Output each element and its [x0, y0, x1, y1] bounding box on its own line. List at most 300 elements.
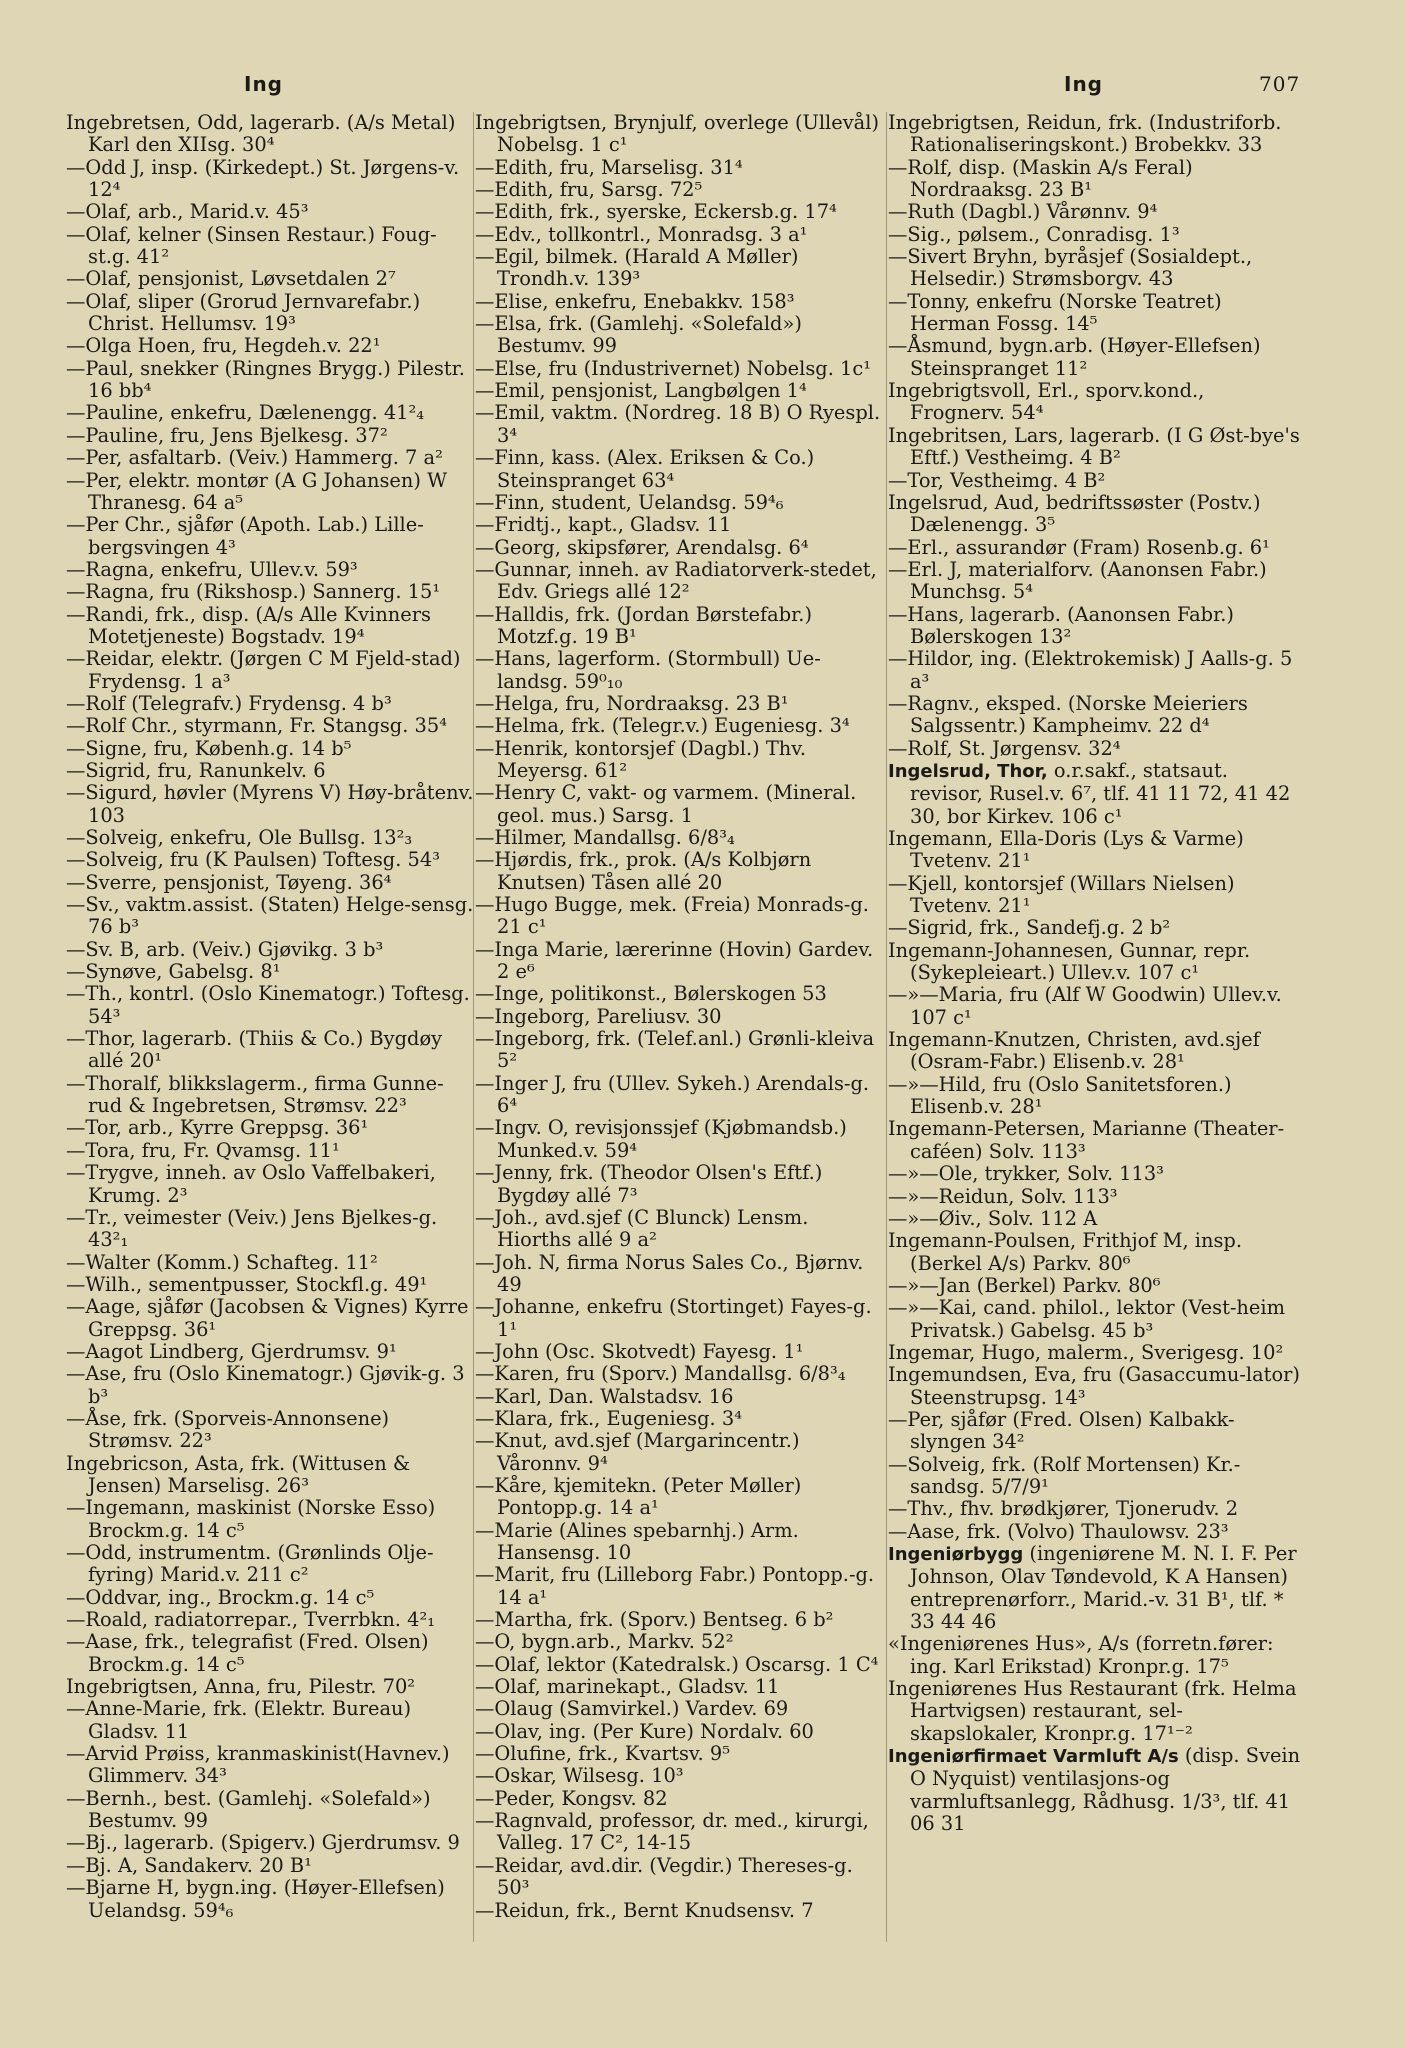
entry-text: —Bernh., best. (Gamlehj. «Solefald») Bestumv. 99 — [66, 1786, 431, 1833]
directory-entry — [888, 470, 1304, 492]
entry-text: —Johanne, enkefru (Stortinget) Fayes-g. 1¹ — [475, 1295, 872, 1341]
directory-entry — [888, 1163, 1304, 1185]
directory-entry — [475, 313, 883, 358]
entry-text: —Hans, lagerform. (Stormbull) Ue-landsg. 59⁰₁₀ — [475, 647, 821, 693]
entry-text: —Per, elektr. montør (A G Johansen) W Thranesg. 64 a⁵ — [66, 468, 448, 514]
entry-text: —Else, fru (Industrivernet) Nobelsg. 1c¹ — [475, 356, 872, 380]
entry-text: —Edith, fru, Marselisg. 31⁴ — [475, 155, 743, 179]
entry-text: —Helma, frk. (Telegr.v.) Eugeniesg. 3⁴ — [475, 714, 850, 738]
entry-text: —Ase, fru (Oslo Kinematogr.) Gjøvik-g. 3 b³ — [66, 1362, 465, 1408]
directory-entry — [66, 1140, 474, 1162]
directory-entry — [888, 984, 1304, 1029]
entry-text: —Oskar, Wilsesg. 10³ — [475, 1764, 684, 1788]
directory-entry — [888, 1230, 1304, 1275]
directory-entry — [475, 1520, 883, 1565]
entry-text: Ingemar, Hugo, malerm., Sverigesg. 10² — [888, 1340, 1284, 1364]
directory-entry — [66, 1207, 474, 1252]
directory-entry — [66, 201, 474, 223]
directory-entry — [475, 738, 883, 783]
directory-entry — [66, 402, 474, 424]
directory-entry — [475, 1252, 883, 1297]
directory-entry — [66, 1363, 474, 1408]
entry-text: Ingebritsen, Lars, lagerarb. (I G Øst-bye's Eftf.) Vestheimg. 4 B² — [888, 423, 1300, 470]
entry-text: «Ingeniørenes Hus», A/s (forretn.fører: ing. Karl Erikstad) Kronpr.g. 17⁵ — [888, 1632, 1274, 1678]
directory-entry — [66, 1743, 474, 1788]
directory-entry — [66, 291, 474, 336]
entry-text: —Tor, Vestheimg. 4 B² — [888, 468, 1106, 492]
entry-text: —Halldis, frk. (Jordan Børstefabr.) Motzf.g. 19 B¹ — [475, 602, 813, 648]
directory-entry — [66, 738, 474, 760]
entry-text: —Joh., avd.sjef (C Blunck) Lensm. Hiorths allé 9 a² — [475, 1205, 809, 1252]
directory-entry — [888, 112, 1304, 157]
directory-entry — [888, 1208, 1304, 1230]
entry-text: —Erl., assurandør (Fram) Rosenb.g. 6¹ — [888, 535, 1270, 559]
entry-text: —Solveig, enkefru, Ole Bullsg. 13²₃ — [66, 826, 413, 849]
directory-column-2 — [475, 112, 883, 1922]
entry-text: —Olaf, kelner (Sinsen Restaur.) Foug-st.g. 41² — [66, 222, 437, 269]
entry-text: —Karen, fru (Sporv.) Mandallsg. 6/8³₄ — [475, 1362, 846, 1386]
directory-entry — [66, 782, 474, 827]
entry-text: Ingemann-Poulsen, Frithjof M, insp. (Berkel A/s) Parkv. 80⁶ — [888, 1229, 1243, 1275]
directory-entry — [475, 201, 883, 223]
directory-entry — [475, 1207, 883, 1252]
entry-text: —Ingeborg, frk. (Telef.anl.) Grønli-kleiva 5² — [475, 1027, 875, 1073]
directory-entry — [888, 559, 1304, 604]
entry-text: —Åse, frk. (Sporveis-Annonsene) Strømsv. 22³ — [66, 1406, 390, 1453]
directory-entry — [475, 983, 883, 1005]
running-head-left: Ing — [244, 72, 283, 96]
entry-text: —Ingemann, maskinist (Norske Esso) Brockm.g. 14 c⁵ — [66, 1496, 436, 1542]
entry-text: —Anne-Marie, frk. (Elektr. Bureau) Gladsv. 11 — [66, 1697, 412, 1743]
directory-entry — [475, 1430, 883, 1475]
entry-text: Ingebrigtsen, Brynjulf, overlege (Ullevål) Nobelsg. 1 c¹ — [475, 111, 880, 157]
entry-text: —Tr., veimester (Veiv.) Jens Bjelkes-g. 43²₁ — [66, 1205, 438, 1252]
directory-entry — [475, 224, 883, 246]
directory-entry — [66, 604, 474, 649]
directory-entry — [66, 1117, 474, 1139]
directory-entry — [475, 358, 883, 380]
directory-entry — [475, 715, 883, 737]
directory-entry — [66, 112, 474, 157]
entry-text: —Olaug (Samvirkel.) Vardev. 69 — [475, 1697, 789, 1721]
entry-text: —Sv., vaktm.assist. (Staten) Helge-sensg. 76 b³ — [66, 893, 474, 939]
entry-text: o.r.sakf., statsaut. revisor, Rusel.v. 6⁷, tlf. 41 11 72, 41 42 30, bor Kirkev. 106 c¹ — [910, 758, 1291, 828]
entry-text: —Per Chr., sjåfør (Apoth. Lab.) Lille-bergsvingen 4³ — [66, 513, 424, 559]
entry-text: —Klara, frk., Eugeniesg. 3⁴ — [475, 1406, 742, 1430]
entry-text: —Roald, radiatorrepar., Tverrbkn. 4²₁ — [66, 1608, 436, 1632]
entry-text: —Sigrid, fru, Ranunkelv. 6 — [66, 758, 326, 782]
directory-entry — [475, 112, 883, 157]
directory-entry — [888, 648, 1304, 693]
entry-text: —Bj., lagerarb. (Spigerv.) Gjerdrumsv. 9 — [66, 1831, 460, 1855]
directory-entry — [66, 1341, 474, 1363]
directory-entry — [475, 1363, 883, 1385]
entry-text: —Georg, skipsfører, Arendalsg. 6⁴ — [475, 535, 809, 559]
entry-text: —»—Ole, trykker, Solv. 113³ — [888, 1162, 1164, 1186]
directory-entry — [66, 715, 474, 737]
directory-entry — [66, 1073, 474, 1118]
entry-text: —Olav, ing. (Per Kure) Nordalv. 60 — [475, 1719, 814, 1743]
entry-text: —»—Øiv., Solv. 112 A — [888, 1206, 1098, 1230]
directory-entry — [66, 358, 474, 403]
directory-entry — [475, 1721, 883, 1743]
directory-entry — [66, 1788, 474, 1833]
entry-text: —Wilh., sementpusser, Stockfl.g. 49¹ — [66, 1272, 428, 1296]
directory-entry — [475, 1408, 883, 1430]
directory-entry — [66, 1832, 474, 1854]
entry-text: —Per, asfaltarb. (Veiv.) Hammerg. 7 a² — [66, 446, 443, 470]
directory-column-3 — [888, 112, 1304, 1835]
directory-entry — [475, 1006, 883, 1028]
entry-text: —Aagot Lindberg, Gjerdrumsv. 9¹ — [66, 1339, 397, 1363]
entry-text: —Oddvar, ing., Brockm.g. 14 c⁵ — [66, 1585, 375, 1609]
entry-text: —Per, sjåfør (Fred. Olsen) Kalbakk-slyngen 34² — [888, 1407, 1235, 1454]
directory-entry — [66, 1609, 474, 1631]
entry-text: —Ragnv., eksped. (Norske Meieriers Salgssentr.) Kampheimv. 22 d⁴ — [888, 691, 1248, 738]
directory-entry — [888, 1678, 1304, 1745]
entry-text: —Thoralf, blikkslagerm., firma Gunne-rud & Ingebretsen, Strømsv. 22³ — [66, 1071, 444, 1118]
entry-text: —Henry C, vakt- og varmem. (Mineral. geol. mus.) Sarsg. 1 — [475, 781, 857, 827]
directory-entry — [888, 246, 1304, 291]
entry-text: —Th., kontrl. (Oslo Kinematogr.) Toftesg. 54³ — [66, 982, 470, 1028]
entry-text: Ingemann-Petersen, Marianne (Theater-caféen) Solv. 113³ — [888, 1117, 1285, 1163]
entry-text: —Inge, politikonst., Bølerskogen 53 — [475, 982, 827, 1006]
entry-text: —Sigurd, høvler (Myrens V) Høy-bråtenv. 103 — [66, 781, 474, 827]
entry-text: —Karl, Dan. Walstadsv. 16 — [475, 1384, 734, 1408]
entry-text: —Sivert Bryhn, byråsjef (Sosialdept., Helsedir.) Strømsborgv. 43 — [888, 245, 1253, 291]
entry-text: —Trygve, inneh. av Oslo Vaffelbakeri, Krumg. 2³ — [66, 1161, 436, 1207]
directory-entry — [475, 1743, 883, 1765]
directory-entry — [888, 1186, 1304, 1208]
directory-entry — [888, 738, 1304, 760]
directory-entry — [475, 1788, 883, 1810]
directory-entry — [66, 693, 474, 715]
entry-text: —Aage, sjåfør (Jacobsen & Vignes) Kyrre Greppsg. 36¹ — [66, 1295, 469, 1341]
entry-text: —Odd, instrumentm. (Grønlinds Olje-fyring) Marid.v. 211 c² — [66, 1541, 434, 1587]
entry-text: —Pauline, enkefru, Dælenengg. 41²₄ — [66, 401, 425, 425]
entry-text: Ingebrigtsen, Anna, fru, Pilestr. 70² — [66, 1675, 416, 1699]
entry-text: —Jenny, frk. (Theodor Olsen's Eftf.) Bygdøy allé 7³ — [475, 1161, 823, 1207]
directory-entry — [66, 894, 474, 939]
directory-entry — [888, 604, 1304, 649]
entry-bold-name: Ingeniørbygg — [888, 1544, 1024, 1565]
directory-entry — [66, 1296, 474, 1341]
entry-text: —Knut, avd.sjef (Margarincentr.) Våronnv. 9⁴ — [475, 1429, 800, 1475]
entry-text: —Tor, arb., Kyrre Greppsg. 36¹ — [66, 1116, 369, 1140]
entry-text: —Odd J, insp. (Kirkedept.) St. Jørgens-v. 12⁴ — [66, 155, 460, 202]
entry-text: Ingemann, Ella-Doris (Lys & Varme) Tvetenv. 21¹ — [888, 827, 1244, 873]
entry-text: —Marie (Alines spebarnhj.) Arm. Hansensg. 10 — [475, 1518, 799, 1564]
entry-text: —Edith, frk., syerske, Eckersb.g. 17⁴ — [475, 200, 837, 224]
directory-entry — [66, 581, 474, 603]
directory-entry — [475, 648, 883, 693]
directory-entry — [66, 335, 474, 357]
directory-entry — [66, 268, 474, 290]
directory-entry — [888, 1633, 1304, 1678]
directory-entry — [475, 1631, 883, 1653]
directory-entry — [888, 492, 1304, 537]
directory-entry — [66, 760, 474, 782]
directory-entry — [66, 425, 474, 447]
directory-column-1 — [66, 112, 474, 1922]
directory-entry — [66, 1453, 474, 1498]
directory-entry — [888, 1342, 1304, 1364]
directory-entry — [475, 537, 883, 559]
entry-text: —Rolf (Telegrafv.) Frydensg. 4 b³ — [66, 691, 392, 715]
directory-entry — [888, 1409, 1304, 1454]
directory-entry — [66, 648, 474, 693]
entry-text: —Hjørdis, frk., prok. (A/s Kolbjørn Knutsen) Tåsen allé 20 — [475, 848, 812, 894]
entry-text: Ingebrigtsvoll, Erl., sporv.kond., Frognerv. 54⁴ — [888, 379, 1205, 425]
entry-text: —»—Hild, fru (Oslo Sanitetsforen.) Elisenb.v. 28¹ — [888, 1072, 1232, 1119]
entry-text: —Marit, fru (Lilleborg Fabr.) Pontopp.-g. 14 a¹ — [475, 1563, 875, 1609]
entry-text: Ingebretsen, Odd, lagerarb. (A/s Metal) Karl den XIIsg. 30⁴ — [66, 111, 456, 157]
entry-text: —Martha, frk. (Sporv.) Bentseg. 6 b² — [475, 1608, 834, 1632]
directory-entry — [888, 760, 1304, 828]
directory-entry — [888, 425, 1304, 470]
entry-text: —Ruth (Dagbl.) Vårønnv. 9⁴ — [888, 200, 1158, 224]
directory-entry — [475, 1810, 883, 1855]
entry-text: —Sv. B, arb. (Veiv.) Gjøvikg. 3 b³ — [66, 937, 384, 961]
directory-entry — [475, 1676, 883, 1698]
directory-entry — [475, 1475, 883, 1520]
directory-entry — [475, 1609, 883, 1631]
entry-text: —»—Jan (Berkel) Parkv. 80⁶ — [888, 1273, 1161, 1297]
entry-text: —Finn, kass. (Alex. Eriksen & Co.) Steinspranget 63⁴ — [475, 446, 815, 492]
directory-entry — [66, 827, 474, 849]
directory-entry — [888, 693, 1304, 738]
directory-entry — [888, 1074, 1304, 1119]
entry-text: —Olaf, pensjonist, Løvsetdalen 2⁷ — [66, 267, 396, 291]
entry-text: —Erl. J, materialforv. (Aanonsen Fabr.) Munchsg. 5⁴ — [888, 557, 1267, 604]
directory-entry — [888, 940, 1304, 985]
directory-entry — [66, 157, 474, 202]
entry-text: —Tonny, enkefru (Norske Teatret) Herman Fossg. 14⁵ — [888, 289, 1222, 336]
entry-text: —Reidar, avd.dir. (Vegdir.) Thereses-g. 50³ — [475, 1853, 853, 1900]
directory-entry — [475, 514, 883, 536]
directory-entry — [475, 157, 883, 179]
entry-text: —Elsa, frk. (Gamlehj. «Solefald») Bestumv. 99 — [475, 312, 802, 358]
entry-text: —Emil, vaktm. (Nordreg. 18 B) O Ryespl. 3⁴ — [475, 401, 881, 447]
entry-bold-name: Ingeniørfirmaet Varmluft A/s — [888, 1746, 1179, 1768]
directory-entry — [475, 1386, 883, 1408]
entry-text: —Paul, snekker (Ringnes Brygg.) Pilestr. 16 bb⁴ — [66, 356, 465, 403]
directory-entry — [66, 939, 474, 961]
directory-entry — [888, 224, 1304, 246]
entry-text: —Randi, frk., disp. (A/s Alle Kvinners Motetjeneste) Bogstadv. 19⁴ — [66, 602, 431, 648]
directory-entry — [475, 492, 883, 514]
directory-entry — [888, 201, 1304, 223]
directory-entry — [475, 246, 883, 291]
entry-text: —Kjell, kontorsjef (Willars Nielsen) Tvetenv. 21¹ — [888, 871, 1235, 918]
entry-text: —Pauline, fru, Jens Bjelkesg. 37² — [66, 423, 388, 447]
directory-entry — [475, 849, 883, 894]
entry-text: —Thv., fhv. brødkjører, Tjonerudv. 2 — [888, 1497, 1239, 1521]
entry-text: Ingemundsen, Eva, fru (Gasaccumu-lator) Steenstrupsg. 14³ — [888, 1363, 1300, 1409]
entry-text: —Rolf, disp. (Maskin A/s Feral) Nordraaksg. 23 B¹ — [888, 155, 1193, 202]
directory-entry — [66, 1855, 474, 1877]
directory-entry — [475, 1564, 883, 1609]
directory-entry — [888, 335, 1304, 380]
directory-entry — [66, 872, 474, 894]
entry-text: —Rolf Chr., styrmann, Fr. Stangsg. 35⁴ — [66, 714, 447, 738]
directory-entry — [475, 939, 883, 984]
page-number: 707 — [1259, 72, 1301, 96]
entry-text: —Olga Hoen, fru, Hegdeh.v. 22¹ — [66, 334, 381, 358]
entry-text: —Ingv. O, revisjonssjef (Kjøbmandsb.) Munked.v. 59⁴ — [475, 1116, 847, 1162]
entry-text: —Henrik, kontorsjef (Dagbl.) Thv. Meyersg. 61² — [475, 736, 807, 782]
directory-entry — [66, 1162, 474, 1207]
directory-entry — [475, 291, 883, 313]
entry-text: —Synøve, Gabelsg. 8¹ — [66, 960, 281, 984]
entry-text: —Peder, Kongsv. 82 — [475, 1786, 668, 1810]
directory-entry — [475, 1028, 883, 1073]
entry-text: —Gunnar, inneh. av Radiatorverk-stedet, Edv. Griegs allé 12² — [475, 557, 877, 604]
entry-text: —Ragnvald, professor, dr. med., kirurgi, Valleg. 17 C², 14-15 — [475, 1809, 869, 1855]
directory-entry — [475, 1654, 883, 1676]
directory-entry — [66, 961, 474, 983]
directory-entry — [475, 827, 883, 849]
directory-entry — [888, 1521, 1304, 1543]
entry-bold-name: Ingelsrud, Thor, — [888, 760, 1048, 782]
directory-entry — [475, 402, 883, 447]
entry-text: —Olaf, sliper (Grorud Jernvarefabr.) Christ. Hellumsv. 19³ — [66, 289, 421, 336]
directory-entry — [888, 1275, 1304, 1297]
entry-text: —Sverre, pensjonist, Tøyeng. 36⁴ — [66, 870, 392, 894]
entry-text: —Bjarne H, bygn.ing. (Høyer-Ellefsen) Uelandsg. 59⁴₆ — [66, 1876, 445, 1922]
entry-text: —Inger J, fru (Ullev. Sykeh.) Arendals-g. 6⁴ — [475, 1071, 870, 1118]
entry-text: —Hilmer, Mandallsg. 6/8³₄ — [475, 826, 735, 849]
entry-text: —Sigrid, frk., Sandefj.g. 2 b² — [888, 916, 1171, 940]
entry-text: Ingemann-Knutzen, Christen, avd.sjef (Osram-Fabr.) Elisenb.v. 28¹ — [888, 1028, 1260, 1074]
entry-text: —Joh. N, firma Norus Sales Co., Bjørnv. 49 — [475, 1250, 864, 1296]
directory-entry — [475, 782, 883, 827]
directory-entry — [888, 157, 1304, 202]
directory-entry — [66, 1877, 474, 1922]
directory-entry — [66, 1408, 474, 1453]
entry-text: —Sig., pølsem., Conradisg. 1³ — [888, 222, 1180, 246]
directory-entry — [66, 1274, 474, 1296]
entry-text: —Thor, lagerarb. (Thiis & Co.) Bygdøy allé 20¹ — [66, 1027, 443, 1073]
entry-text: —Hildor, ing. (Elektrokemisk) J Aalls-g. 5 a³ — [888, 647, 1293, 693]
entry-text: —»—Reidun, Solv. 113³ — [888, 1184, 1118, 1208]
directory-entry — [66, 1542, 474, 1587]
directory-entry — [66, 470, 474, 515]
directory-entry — [475, 380, 883, 402]
directory-entry — [475, 1900, 883, 1922]
entry-text: —Edv., tollkontrl., Monradsg. 3 a¹ — [475, 222, 808, 246]
entry-text: —Ingeborg, Pareliusv. 30 — [475, 1004, 722, 1028]
directory-entry — [66, 224, 474, 269]
directory-entry — [66, 1252, 474, 1274]
entry-text: —»—Kai, cand. philol., lektor (Vest-heim Privatsk.) Gabelsg. 45 b³ — [888, 1296, 1285, 1342]
entry-text: —Aase, frk. (Volvo) Thaulowsv. 23³ — [888, 1519, 1229, 1543]
entry-text: Ingebricson, Asta, frk. (Wittusen & Jensen) Marselisg. 26³ — [66, 1451, 411, 1497]
directory-entry — [888, 380, 1304, 425]
entry-text: —Ragna, fru (Rikshosp.) Sannerg. 15¹ — [66, 580, 441, 604]
directory-entry — [66, 1497, 474, 1542]
directory-entry — [888, 1118, 1304, 1163]
entry-text: —John (Osc. Skotvedt) Fayesg. 1¹ — [475, 1339, 804, 1363]
entry-text: —Fridtj., kapt., Gladsv. 11 — [475, 513, 732, 537]
directory-entry — [475, 1698, 883, 1720]
directory-entry — [66, 1587, 474, 1609]
entry-text: —Emil, pensjonist, Langbølgen 1⁴ — [475, 379, 807, 403]
entry-text: Ingebrigtsen, Reidun, frk. (Industriforb. Rationaliseringskont.) Brobekkv. 33 — [888, 111, 1282, 157]
entry-text: —Rolf, St. Jørgensv. 32⁴ — [888, 736, 1121, 760]
directory-entry — [888, 1297, 1304, 1342]
entry-text: —Olaf, arb., Marid.v. 45³ — [66, 200, 309, 224]
directory-entry — [66, 447, 474, 469]
entry-text: —Olaf, lektor (Katedralsk.) Oscarsg. 1 C⁴ — [475, 1652, 879, 1676]
directory-entry — [66, 514, 474, 559]
entry-text: (ingeniørene M. N. I. F. Per Johnson, Olav Tøndevold, K A Hansen) entreprenørforr., Marid.-v. 31 B¹, tlf. * 33 44 46 — [910, 1542, 1297, 1634]
directory-entry — [66, 559, 474, 581]
directory-entry — [475, 1855, 883, 1900]
directory-entry — [66, 849, 474, 871]
directory-entry — [888, 1498, 1304, 1520]
entry-text: —Egil, bilmek. (Harald A Møller) Trondh.v. 139³ — [475, 245, 799, 291]
entry-text: —Solveig, frk. (Rolf Mortensen) Kr.-sandsg. 5/7/9¹ — [888, 1452, 1241, 1498]
entry-text: —Olufine, frk., Kvartsv. 9⁵ — [475, 1742, 730, 1766]
directory-entry — [888, 1543, 1304, 1633]
entry-text: Ingelsrud, Aud, bedriftssøster (Postv.) Dælenengg. 3⁵ — [888, 490, 1261, 537]
entry-text: —Hans, lagerarb. (Aanonsen Fabr.) Bølerskogen 13² — [888, 602, 1234, 648]
directory-entry — [888, 873, 1304, 918]
directory-entry — [475, 1765, 883, 1787]
entry-text: —Tora, fru, Fr. Qvamsg. 11¹ — [66, 1138, 340, 1162]
entry-text: —Ragna, enkefru, Ullev.v. 59³ — [66, 557, 358, 581]
entry-text: —Aase, frk., telegrafist (Fred. Olsen) Brockm.g. 14 c⁵ — [66, 1630, 429, 1676]
directory-entry — [475, 894, 883, 939]
entry-text: —Reidun, frk., Bernt Knudsensv. 7 — [475, 1898, 814, 1922]
directory-entry — [888, 828, 1304, 873]
directory-entry — [888, 917, 1304, 939]
directory-entry — [888, 1745, 1304, 1835]
directory-entry — [475, 693, 883, 715]
entry-text: —Åsmund, bygn.arb. (Høyer-Ellefsen) Steinspranget 11² — [888, 334, 1261, 380]
running-head-right: Ing — [1064, 72, 1103, 96]
entry-text: —Elise, enkefru, Enebakkv. 158³ — [475, 289, 795, 313]
entry-text: —Signe, fru, Københ.g. 14 b⁵ — [66, 736, 352, 760]
directory-entry — [475, 1162, 883, 1207]
directory-entry — [475, 1073, 883, 1118]
directory-entry — [888, 537, 1304, 559]
entry-text: —O, bygn.arb., Markv. 52² — [475, 1630, 734, 1654]
entry-text: —Arvid Prøiss, kranmaskinist(Havnev.) Glimmerv. 34³ — [66, 1742, 450, 1788]
entry-text: —Bj. A, Sandakerv. 20 B¹ — [66, 1853, 312, 1877]
entry-text: —Finn, student, Uelandsg. 59⁴₆ — [475, 490, 784, 514]
directory-entry — [475, 559, 883, 604]
entry-text: (disp. Svein O Nyquist) ventilasjons-og varmluftsanlegg, Rådhusg. 1/3³, tlf. 41 06 31 — [910, 1744, 1301, 1836]
directory-entry — [475, 604, 883, 649]
directory-entry — [66, 1631, 474, 1676]
entry-text: Ingeniørenes Hus Restaurant (frk. Helma Hartvigsen) restaurant, sel-skapslokaler, Kronpr.g. 17¹⁻² — [888, 1677, 1297, 1745]
entry-text: —Helga, fru, Nordraaksg. 23 B¹ — [475, 691, 789, 715]
column-divider — [886, 112, 887, 1942]
entry-text: —Walter (Komm.) Schafteg. 11² — [66, 1250, 378, 1274]
entry-text: Ingemann-Johannesen, Gunnar, repr. (Sykepleieart.) Ullev.v. 107 c¹ — [888, 938, 1251, 985]
directory-entry — [475, 179, 883, 201]
directory-entry — [475, 1117, 883, 1162]
entry-text: —Hugo Bugge, mek. (Freia) Monrads-g. 21 c¹ — [475, 893, 869, 939]
entry-text: —»—Maria, fru (Alf W Goodwin) Ullev.v. 107 c¹ — [888, 983, 1282, 1029]
directory-entry — [66, 1698, 474, 1743]
directory-entry — [475, 1296, 883, 1341]
directory-entry — [888, 1454, 1304, 1499]
entry-text: —Inga Marie, lærerinne (Hovin) Gardev. 2 e⁶ — [475, 937, 874, 984]
entry-text: —Olaf, marinekapt., Gladsv. 11 — [475, 1675, 780, 1699]
